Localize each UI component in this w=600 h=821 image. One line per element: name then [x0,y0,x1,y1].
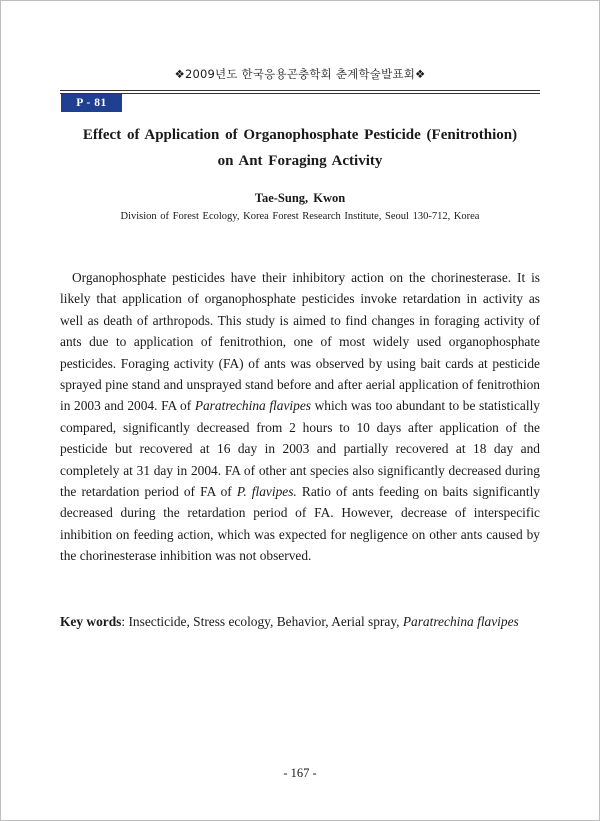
poster-number-badge: P - 81 [61,94,122,112]
author-name: Tae-Sung, Kwon [254,191,346,205]
keywords-species: Paratrechina flavipes [402,614,519,629]
keywords-terms: Insecticide, Stress ecology, Behavior, Aerial spray, [125,614,403,629]
keywords-line [60,611,540,632]
title-line-2: on Ant Foraging Activity [217,153,383,169]
conference-header: ❖2009년도 한국응용곤충학회 춘계학술발표회❖ [174,67,426,81]
keywords-colon: : [121,614,126,629]
abstract-text-part-1: Organophosphate pesticides have their inhibitory action on the chorinesterase. It is likely that application of organophosphate pesticides invoke retardation in activity as well as death of arthropods. This study is aimed to find changes in foraging activity of ants due to application of fenitrothion, one of most widely used organophosphate pesticides. Foraging activity (FA) of ants was observed by using bait cards at pesticide sprayed pine stand and unsprayed stand before and after aerial application of fenitrothion in 2003 and 2004. FA of [60,270,540,414]
header-double-rule [60,90,540,94]
abstract-body [60,267,540,567]
keywords-label: Key words [60,614,122,629]
species-name-italic: Paratrechina flavipes [194,398,311,414]
species-abbrev-italic: P. flavipes. [236,484,297,500]
abstract-text-part-2: which was too abundant to be statistically compared, significantly decreased from 2 hours to 10 days after application of the pesticide but recovered at 16 day in 2003 and partially recovered at 18 day and completely at 31 day in 2004. FA of other ant species also significantly decreased during the retardation period of FA of [60,398,540,500]
author-affiliation: Division of Forest Ecology, Korea Forest Research Institute, Seoul 130-712, Korea [120,211,480,222]
page-number: - 167 - [283,766,317,780]
abstract-text-part-3: Ratio of ants feeding on baits significantly decreased during the retardation period of FA. However, decrease of interspecific inhibition on feeding action, which was expected for negligence on other ants caused by the chorinesterase inhibition was not observed. [60,484,540,564]
paper-title [60,122,540,174]
title-line-1: Effect of Application of Organophosphate Pesticide (Fenitrothion) [82,127,518,143]
